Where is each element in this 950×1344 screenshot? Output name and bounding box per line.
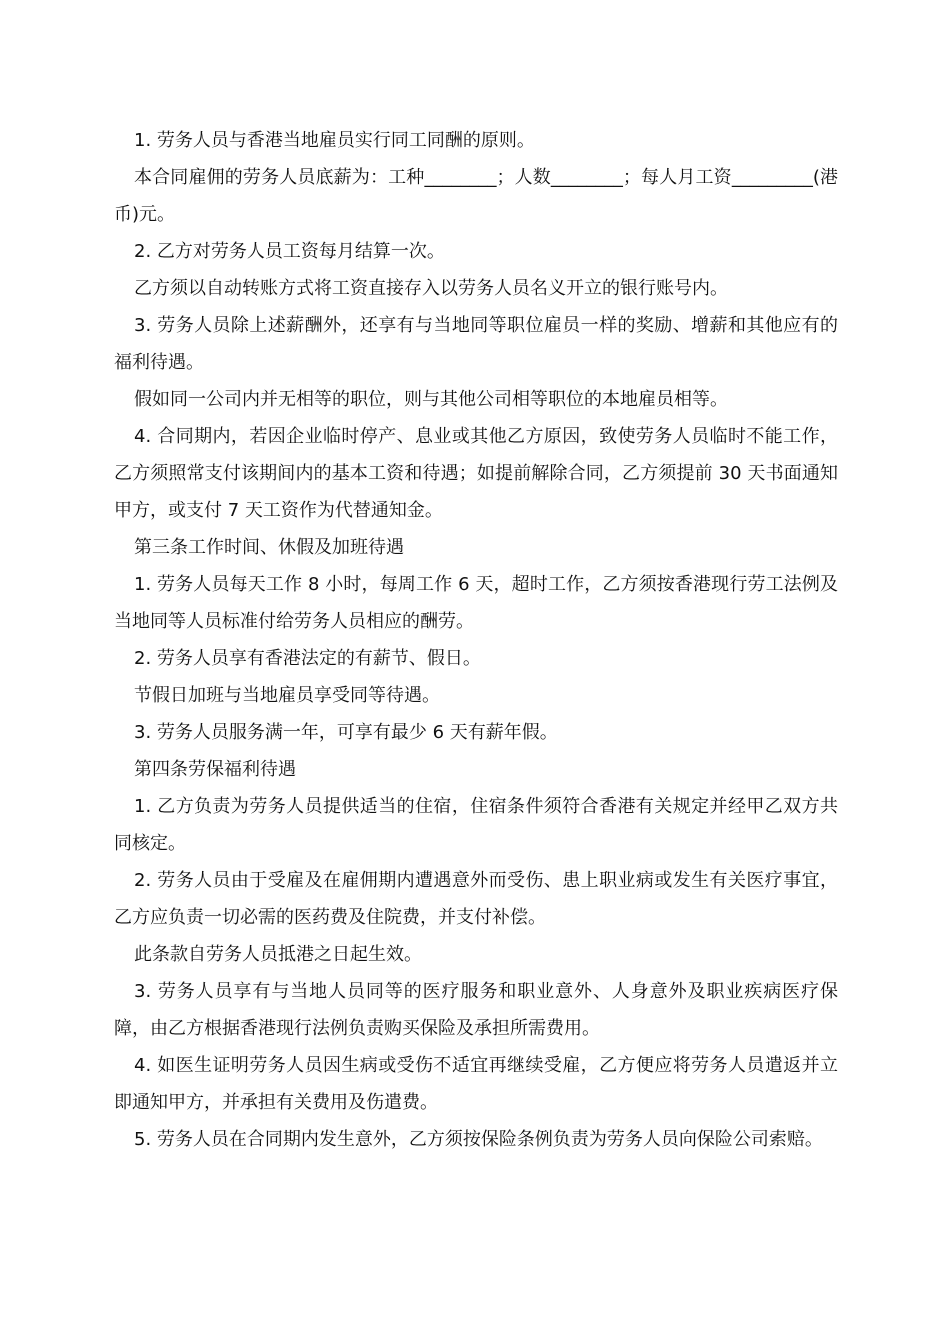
paragraph-5: 3. 劳务人员除上述薪酬外，还享有与当地同等职位雇员一样的奖励、增薪和其他应有的福利待遇。 xyxy=(114,315,838,373)
paragraph-17: 3. 劳务人员享有与当地人员同等的医疗服务和职业意外、人身意外及职业疾病医疗保障，由乙方根据香港现行法例负责购买保险及承担所需费用。 xyxy=(114,981,838,1039)
paragraph-9: 1. 劳务人员每天工作 8 小时，每周工作 6 天，超时工作，乙方须按香港现行劳工法例及当地同等人员标准付给劳务人员相应的酬劳。 xyxy=(114,574,838,632)
paragraph-2: 本合同雇佣的劳务人员底薪为：工种________；人数________；每人月工资_________(港币)元。 xyxy=(114,167,838,225)
paragraph-11: 节假日加班与当地雇员享受同等待遇。 xyxy=(134,685,440,706)
paragraph-4: 乙方须以自动转账方式将工资直接存入以劳务人员名义开立的银行账号内。 xyxy=(134,278,728,299)
paragraph-15: 2. 劳务人员由于受雇及在雇佣期内遭遇意外而受伤、患上职业病或发生有关医疗事宜，乙方应负责一切必需的医药费及住院费，并支付补偿。 xyxy=(114,870,838,928)
paragraph-3: 2. 乙方对劳务人员工资每月结算一次。 xyxy=(134,241,445,262)
paragraph-19: 5. 劳务人员在合同期内发生意外，乙方须按保险条例负责为劳务人员向保险公司索赔。 xyxy=(134,1129,823,1150)
paragraph-14: 1. 乙方负责为劳务人员提供适当的住宿，住宿条件须符合香港有关规定并经甲乙双方共同核定。 xyxy=(114,796,838,854)
paragraph-12: 3. 劳务人员服务满一年，可享有最少 6 天有薪年假。 xyxy=(134,722,558,743)
paragraph-16: 此条款自劳务人员抵港之日起生效。 xyxy=(134,944,422,965)
paragraph-1: 1. 劳务人员与香港当地雇员实行同工同酬的原则。 xyxy=(134,130,535,151)
paragraph-10: 2. 劳务人员享有香港法定的有薪节、假日。 xyxy=(134,648,481,669)
paragraph-6: 假如同一公司内并无相等的职位，则与其他公司相等职位的本地雇员相等。 xyxy=(134,389,728,410)
paragraph-7: 4. 合同期内，若因企业临时停产、息业或其他乙方原因，致使劳务人员临时不能工作，乙方须照常支付该期间内的基本工资和待遇；如提前解除合同，乙方须提前 30 天书面通知甲方，或支付 7 天工资作为代替通知金。 xyxy=(114,426,838,521)
section-heading-article-3: 第三条工作时间、休假及加班待遇 xyxy=(134,537,404,558)
paragraph-18: 4. 如医生证明劳务人员因生病或受伤不适宜再继续受雇，乙方便应将劳务人员遣返并立即通知甲方，并承担有关费用及伤遣费。 xyxy=(114,1055,838,1113)
section-heading-article-4: 第四条劳保福利待遇 xyxy=(134,759,296,780)
document-body xyxy=(114,122,838,1158)
